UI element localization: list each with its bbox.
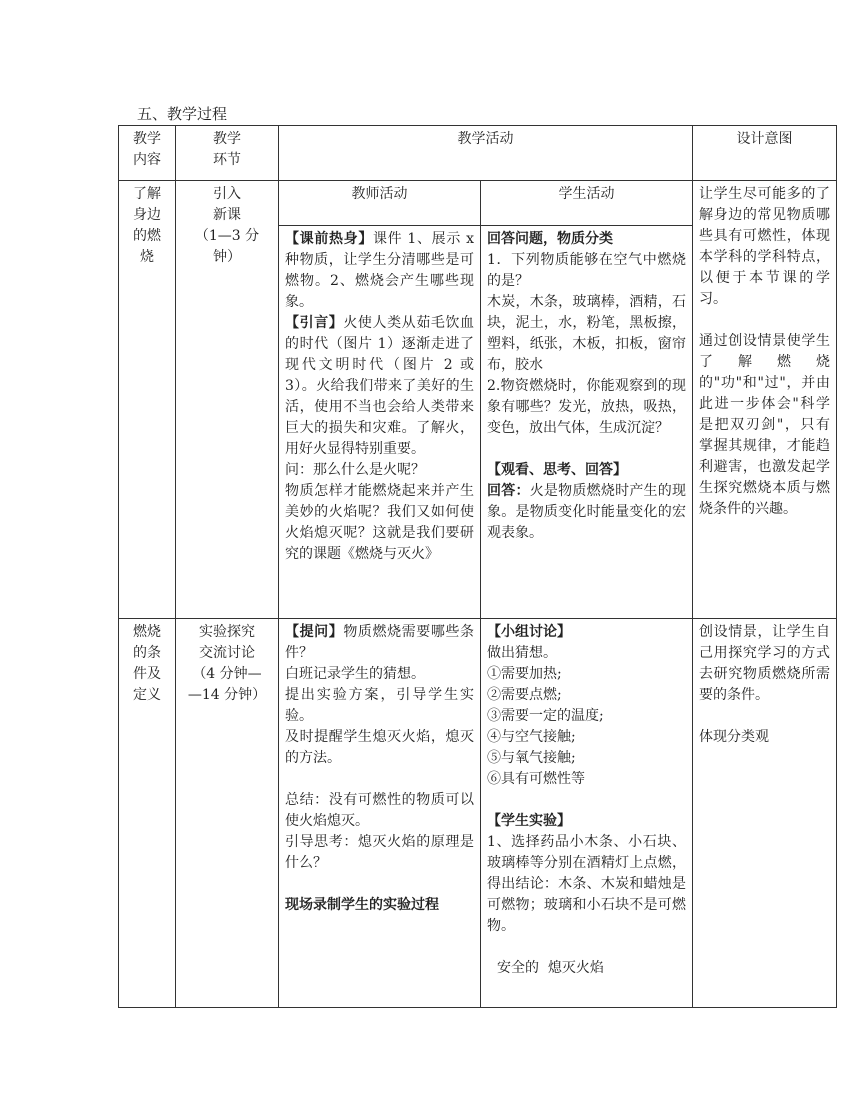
lesson-plan-table	[118, 125, 837, 1008]
student-q1: 1．下列物质能够在空气中燃烧的是？	[487, 252, 686, 289]
row2-teacher	[279, 619, 481, 1008]
ask-text: 物质燃烧需要哪些条件？	[285, 624, 475, 661]
intro-label: 【引言】	[285, 315, 344, 331]
teacher-guide: 引导思考：熄灭火焰的原理是什么？	[285, 834, 474, 871]
row1-student	[481, 226, 693, 619]
condition-5: ⑤与氧气接触;	[487, 750, 576, 766]
spacer	[487, 937, 686, 958]
header-intent: 设计意图	[693, 126, 837, 181]
condition-2: ②需要点燃;	[487, 687, 562, 703]
header-phase: 教学 环节	[176, 126, 279, 181]
group-label: 【小组讨论】	[487, 624, 571, 640]
header-activities: 教学活动	[279, 126, 693, 181]
row2-intent-p2: 体现分类观	[699, 729, 769, 745]
row2-content: 燃烧 的条 件及 定义	[119, 619, 176, 1008]
spacer	[285, 874, 474, 895]
watch-label: 【观看、思考、回答】	[487, 462, 627, 478]
intro-text: 火使人类从茹毛饮血的时代（图片 1）逐渐走进了现代文明时代（图片 2 或 3）。火给我们带来了美好的生活，使用不当也会给人类带来巨大的损失和灾难。了解火，用好火显得特别重要。	[285, 315, 475, 457]
spacer	[285, 769, 474, 790]
answer-text: 火是物质燃烧时产生的现象。是物质变化时能量变化的宏观表象。	[487, 483, 687, 541]
spacer	[699, 706, 830, 727]
student-guess: 做出猜想。	[487, 645, 557, 661]
header-content: 教学 内容	[119, 126, 176, 181]
teacher-record: 白班记录学生的猜想。	[285, 666, 425, 682]
teacher-summary: 总结：没有可燃性的物质可以使火焰熄灭。	[285, 792, 474, 829]
header-teacher: 教师活动	[279, 181, 481, 226]
student-materials: 木炭，木条，玻璃棒，酒精，石块，泥土，水，粉笔，黑板擦，塑料，纸张，木板，扣板，窗帘布，胶水	[487, 294, 686, 373]
row2-phase: 实验探究 交流讨论 （4 分钟— —14 分钟）	[176, 619, 279, 1008]
spacer	[699, 310, 830, 331]
condition-4: ④与空气接触;	[487, 729, 576, 745]
teacher-record-video: 现场录制学生的实验过程	[285, 897, 439, 913]
row2-student	[481, 619, 693, 1008]
row2	[119, 619, 837, 1008]
ask-label: 【提问】	[285, 624, 344, 640]
row1-intent-p1: 让学生尽可能多的了解身边的常见物质哪些具有可燃性，体现本学科的学科特点，以便于本节课的学习。	[699, 186, 830, 307]
condition-1: ①需要加热;	[487, 666, 562, 682]
answer-label: 回答：	[487, 483, 530, 499]
row1-content: 了解 身边 的燃 烧	[119, 181, 176, 619]
condition-6: ⑥具有可燃性等	[487, 771, 585, 787]
warmup-label: 【课前热身】	[285, 231, 373, 247]
condition-3: ③需要一定的温度;	[487, 708, 604, 724]
subheader-row	[119, 181, 837, 226]
safe-extinguish: 安全的 熄灭火焰	[497, 960, 604, 976]
spacer	[487, 439, 686, 460]
teacher-plan: 提出实验方案，引导学生实验。	[285, 687, 474, 724]
row2-intent	[693, 619, 837, 1008]
row1-teacher	[279, 226, 481, 619]
teacher-question-more: 物质怎样才能燃烧起来并产生美妙的火焰呢？我们又如何使火焰熄灭呢？这就是我们要研究的课题《燃烧与灭火》	[285, 483, 474, 562]
row2-intent-p1: 创设情景，让学生自己用探究学习的方式去研究物质燃烧所需要的条件。	[699, 624, 830, 703]
teacher-remind: 及时提醒学生熄灭火焰，熄灭的方法。	[285, 729, 474, 766]
experiment-label: 【学生实验】	[487, 813, 571, 829]
student-q2: 2.物资燃烧时，你能观察到的现象有哪些？发光，放热，吸热，变色，放出气体，生成沉淀？	[487, 378, 686, 436]
teacher-question: 问：那么什么是火呢？	[285, 462, 425, 478]
row1-intent-p2: 通过创设情景使学生了解燃烧的"功"和"过"，并由此进一步体会"科学是把双刃剑"，只有掌握其规律，才能趋利避害，也激发起学生探究燃烧本质与燃烧条件的兴趣。	[699, 333, 830, 517]
experiment-text: 1、选择药品小木条、小石块、玻璃棒等分别在酒精灯上点燃，得出结论：木条、木炭和蜡烛是可燃物；玻璃和小石块不是可燃物。	[487, 834, 686, 934]
row1-phase: 引入 新课 （1—3 分 钟）	[176, 181, 279, 619]
header-student: 学生活动	[481, 181, 693, 226]
spacer	[487, 790, 686, 811]
student-title: 回答问题，物质分类	[487, 231, 613, 247]
header-row	[119, 126, 837, 181]
row1-intent	[693, 181, 837, 619]
section-heading: 五、教学过程	[137, 105, 228, 123]
warmup-text: 课件 1、展示 x 种物质，让学生分清哪些是可燃物。2、燃烧会产生哪些现象。	[285, 231, 474, 310]
